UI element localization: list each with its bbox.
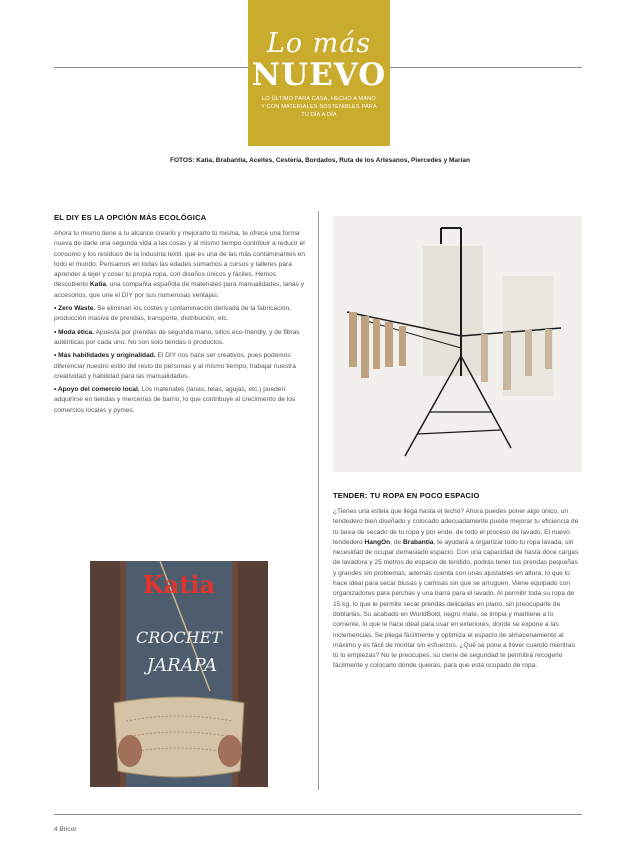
bullet-item [54, 328, 307, 349]
intro-text-b: , una compañía española de materiales para manualidades, lanas y accesorios, que une el DIY por sus numerosas ventajas: [54, 281, 304, 299]
left-article-heading: EL DIY ES LA OPCIÓN MÁS ECOLÓGICA [54, 213, 207, 222]
right-brand-b: Brabantia [403, 538, 434, 546]
crochet-bag-photo [90, 561, 268, 787]
crochet-bag-illustration [90, 561, 268, 787]
bullet-lead: • Más habilidades y originalidad. [54, 352, 156, 360]
bullet-lead: • Moda ética. [54, 328, 95, 336]
bullet-text: Se eliminan los costes y contaminación derivada de la fabricación, producción masiva de prendas, transporte, distribución, etc. [54, 305, 292, 323]
bag-line-2: JARAPA [146, 655, 218, 676]
bullet-item [54, 385, 307, 416]
drying-rack-photo [333, 216, 582, 472]
intro-brand: Katia [89, 281, 107, 289]
right-text-b: , te ayudará a organizar todo tu ropa lavada, sin necesidad de ocupar demasiado espacio. Con una capacidad de hasta doce cargas de lavadora y 25 metros de espacio de tendido, podrás tener tus prendas pequeñas y grandes sin problemas, además cuenta con unas ajustables en altura, lo que lo hace ideal para secar blusas y camisas sin que se arruguen. Viene equipado con organizadores para perchas y una barra para el lavado. Al permitir toda su ropa de 15 kg, lo que le permite secar prendas delicadas en plano, sin preocuparte de doblarlas. Su acabado en WorldBold, negro mate, se limpia y mantiene a lo corriente, lo que le hace ideal para usar en exteriores, donde se expone a las inclemencias. Se pliega fácilmente y optimiza el espacio de almacenamiento al máximo y es fácil de montar sin esfuerzos. ¿Qué se pone a llover cuando mientras tú lo empiezas? No te preocupes, su cierre de seguridad te permitirá recogerlo fácilmente y colocarlo donde quieras, para que está ocupado de ropa. [333, 538, 579, 670]
right-text-a: ¿Tienes una estela que llega hasta el techo? Ahora puedes poner algo único, un tendedero bien diseñado y colocado adecuadamente puede mejorar tu eficiencia de tu tarea de secado de tu ropa y por ende, de todo el proceso de lavado. El nuevo tendedero [333, 508, 579, 546]
left-article [54, 213, 307, 416]
masthead-title: NUEVO [251, 57, 387, 93]
right-article-heading: TENDER: TU ROPA EN POCO ESPACIO [333, 491, 480, 500]
bullet-item [54, 304, 307, 325]
bullet-text: El DIY nos hace ser creativos, pues podemos diferenciar nuestro estilo del resto de personas y al mismo tiempo, trabajar nuestra creatividad y habilidad para las manualidades. [54, 352, 296, 380]
page-folio: 4 Bricor [54, 826, 77, 833]
bag-line-1: CROCHET [136, 628, 222, 647]
masthead-box [248, 0, 390, 146]
right-article [333, 491, 582, 672]
right-text-mid: , de [390, 538, 404, 546]
photo-credit: FOTOS: Katia, Brabantia, Aceites, Cestería, Bordados, Ruta de los Artesanos, Piercedes y Marian [170, 157, 470, 164]
right-article-body [333, 507, 582, 672]
bullet-lead: • Apoyo del comercio local. [54, 386, 140, 394]
column-divider [318, 211, 319, 790]
masthead-subtitle: LO ÚLTIMO PARA CASA, HECHO A MANO Y CON MATERIALES SOSTENIBLES PARA TU DÍA A DÍA [261, 96, 377, 118]
left-article-intro [54, 229, 307, 301]
drying-rack-illustration [333, 216, 582, 472]
bullet-text: Los materiales (lanas, telas, agujas, etc.) pueden adquirirse en tiendas y mercerías de barrio, lo que contribuye al crecimiento de los comercios locales y pymes. [54, 386, 296, 414]
bag-brand-word: Katia [142, 570, 216, 599]
bottom-rule [54, 814, 582, 815]
masthead-script-title: Lo más [266, 28, 372, 59]
bullet-text: Apuesta por prendas de segunda mano, sitios eco-friendly, y de fibras auténticas por cada uno. No son solo tiendas o productos. [54, 328, 300, 346]
intro-text-a: Ahora tu mismo tiene a tu alcance crearlo y mejorarlo tú misma, te ofrece una forma nueva de darle una segunda vida a las cosas y al mismo tiempo contribuir a reducir el consumo y los residuos de la industria textil, que es una de las más contaminantes en todo el mundo. Pensamos en todas las edades sumamos a cursos y talleres para aprender a tejer y coser tu propia ropa, con diseños únicos y fáciles. Hemos descubierto [54, 230, 306, 289]
right-brand-a: HangOn [364, 538, 391, 546]
bullet-item [54, 351, 307, 382]
bullet-lead: • Zero Waste. [54, 305, 96, 313]
